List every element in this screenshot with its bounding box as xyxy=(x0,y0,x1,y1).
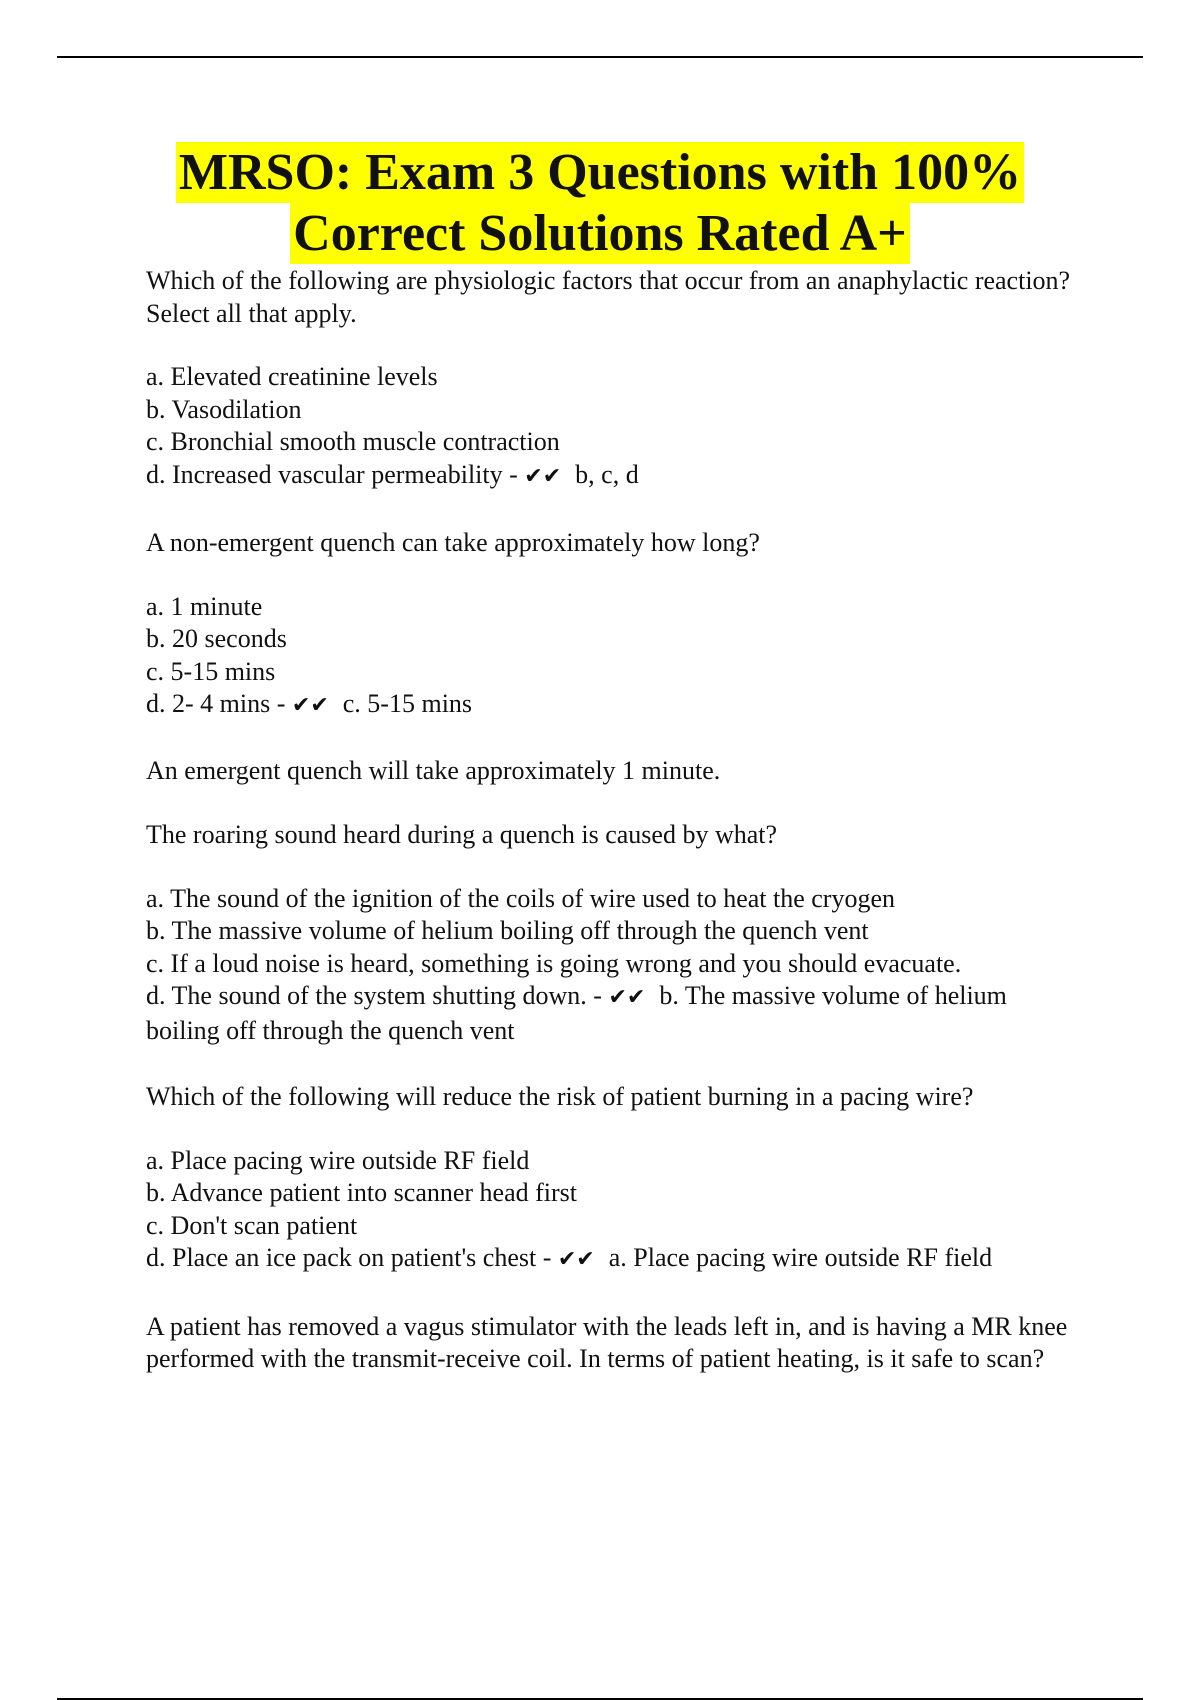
option-text: d. Place an ice pack on patient's chest - xyxy=(146,1243,552,1272)
check-icon: ✔✔ xyxy=(291,693,329,718)
question-text: Which of the following are physiologic factors that occur from an anaphylactic reaction? Select all that apply. xyxy=(146,266,1071,328)
question-block-3 xyxy=(146,819,1106,1047)
title-line-2: Correct Solutions Rated A+ xyxy=(290,203,910,264)
question-text: A patient has removed a vagus stimulator with the leads left in, and is having a MR knee performed with the transmit-receive coil. In terms of patient heating, is it safe to scan? xyxy=(146,1311,1068,1373)
page-title xyxy=(0,142,1200,264)
option-item: a. Elevated creatinine levels xyxy=(146,362,438,391)
option-item-last xyxy=(146,459,1106,494)
option-item: a. 1 minute xyxy=(146,591,263,621)
option-item: b. Vasodilation xyxy=(146,394,302,424)
option-item: c. 5-15 mins xyxy=(146,656,276,686)
check-icon: ✔✔ xyxy=(608,985,646,1010)
option-list xyxy=(146,591,1106,723)
note-text: An emergent quench will take approximately 1 minute. xyxy=(146,755,721,785)
option-item-last xyxy=(146,980,1026,1047)
option-item: c. If a loud noise is heard, something is going wrong and you should evacuate. xyxy=(146,948,962,978)
option-item-last xyxy=(146,688,1106,723)
option-text: d. 2- 4 mins - xyxy=(146,689,286,718)
answer-text: c. 5-15 mins xyxy=(342,689,473,718)
title-line-1: MRSO: Exam 3 Questions with 100% xyxy=(176,142,1024,203)
option-item: b. Advance patient into scanner head first xyxy=(146,1178,578,1207)
option-text: d. The sound of the system shutting down. - xyxy=(146,981,602,1010)
answer-text: a. Place pacing wire outside RF field xyxy=(608,1243,993,1272)
question-text: Which of the following will reduce the risk of patient burning in a pacing wire? xyxy=(146,1082,974,1111)
option-list xyxy=(146,883,1106,1048)
question-text: The roaring sound heard during a quench is caused by what? xyxy=(146,820,778,849)
option-list xyxy=(146,361,1106,493)
option-text: d. Increased vascular permeability - xyxy=(146,459,518,489)
check-icon: ✔✔ xyxy=(557,1247,595,1272)
question-text: A non-emergent quench can take approximately how long? xyxy=(146,528,760,557)
option-item: c. Bronchial smooth muscle contraction xyxy=(146,427,560,456)
answer-text: b, c, d xyxy=(575,459,639,489)
option-item-last xyxy=(146,1242,1106,1277)
option-item: a. The sound of the ignition of the coils of wire used to heat the cryogen xyxy=(146,883,895,913)
answer-text: b. The massive volume of helium boiling off through the quench vent xyxy=(146,981,1007,1045)
question-block-1 xyxy=(146,265,1106,493)
check-icon: ✔✔ xyxy=(524,463,562,489)
question-block-2 xyxy=(146,527,1106,723)
option-list xyxy=(146,1145,1106,1277)
document-body xyxy=(146,265,1106,1410)
question-block-5 xyxy=(146,1311,1106,1376)
option-item: b. The massive volume of helium boiling off through the quench vent xyxy=(146,916,869,945)
top-rule xyxy=(57,56,1143,58)
option-item: b. 20 seconds xyxy=(146,624,287,653)
option-item: c. Don't scan patient xyxy=(146,1210,358,1240)
question-block-4 xyxy=(146,1081,1106,1277)
option-item: a. Place pacing wire outside RF field xyxy=(146,1145,530,1175)
